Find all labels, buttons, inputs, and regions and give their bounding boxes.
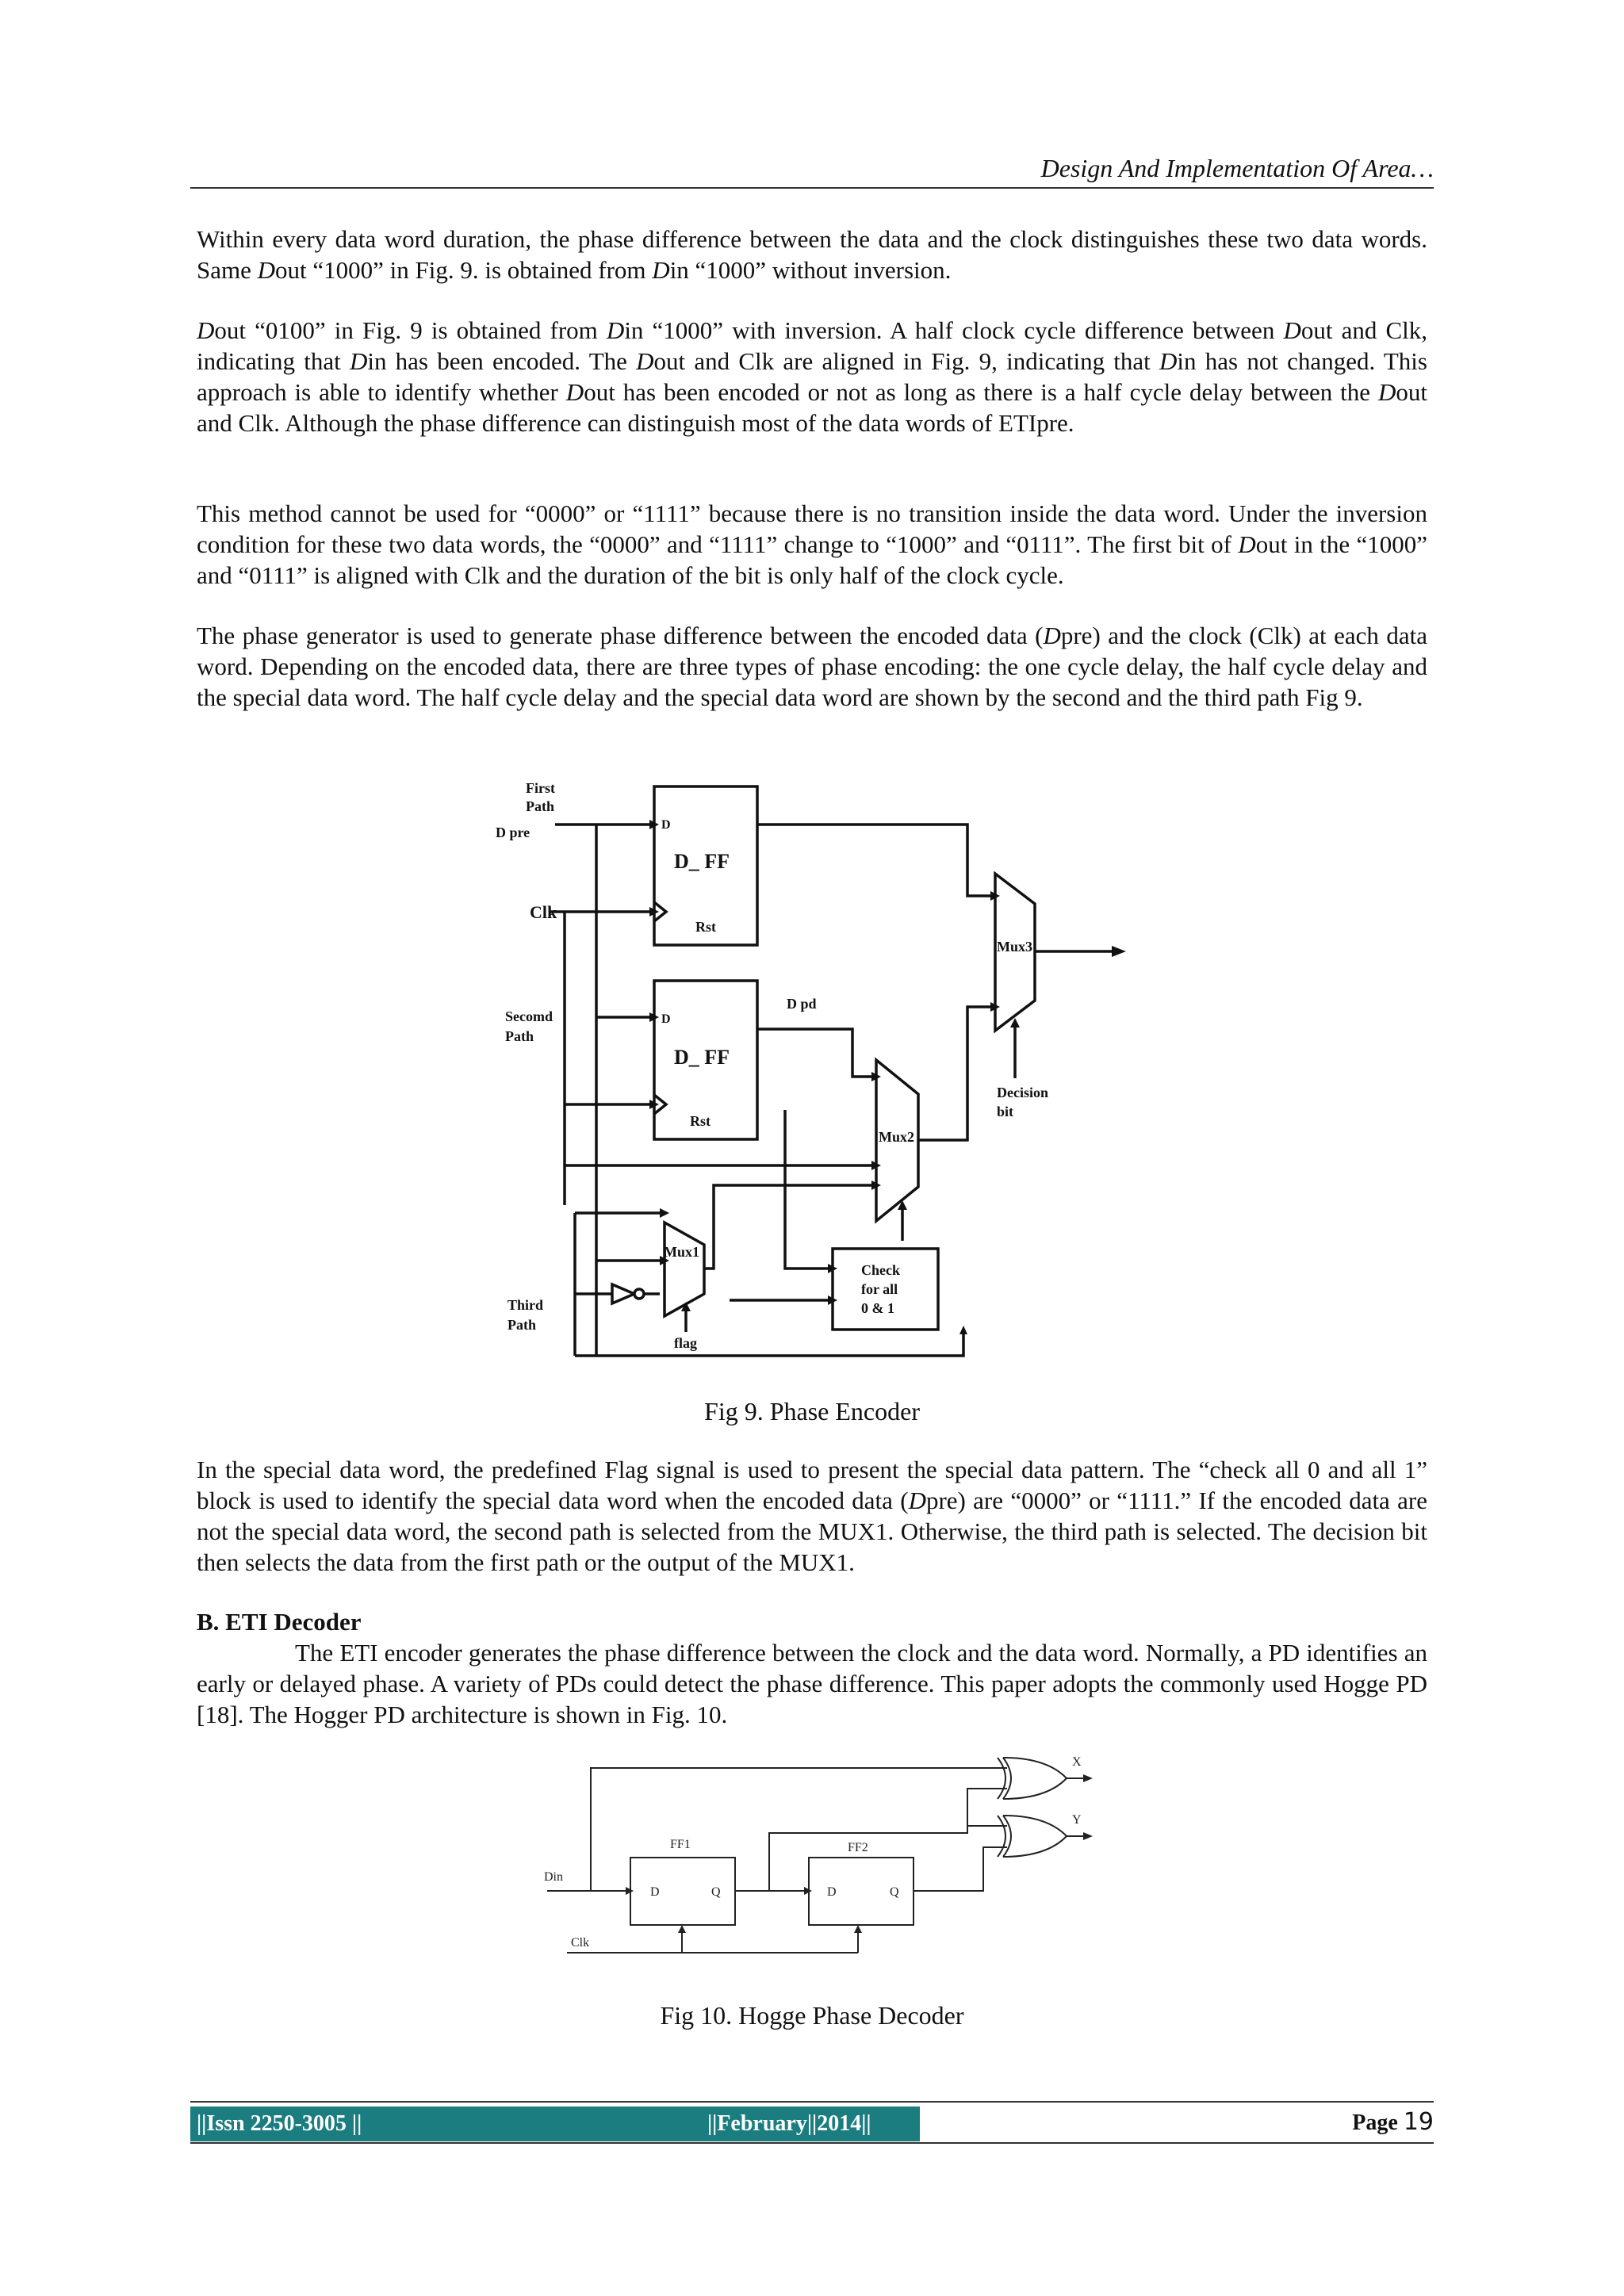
dpd-label: D pd <box>787 996 817 1012</box>
footer-issn: ||Issn 2250-3005 || <box>197 2111 362 2136</box>
dff1-label: D_ FF <box>674 850 730 873</box>
phase-encoder-diagram <box>476 769 1158 1380</box>
first-path-label: First <box>526 780 555 796</box>
paragraph-5: In the special data word, the predefined Flag signal is used to present the special data pattern. The “check all 0 and all 1” block is used to identify the special data word when the encoded data (Dpre) are “0000” or “1111.” If the encoded data are not the special data word, the second path is selected from the MUX1. Otherwise, the third path is selected. The decision bit then selects the data from the first path or the output of the MUX1. <box>197 1456 1427 1576</box>
dff1-rst: Rst <box>695 919 716 935</box>
paragraph-3: This method cannot be used for “0000” or “1111” because there is no transition inside the data word. Under the inversion condition for these two data words, the “0000” and “1111” change to “1000” and “0111”. The first bit of Dout in the “1000” and “0111” is aligned with Clk and the duration of the bit is only half of the clock cycle. <box>197 499 1427 589</box>
paragraph-6: The ETI encoder generates the phase difference between the clock and the data word. Normally, a PD identifies an early or delayed phase. A variety of PDs could detect the phase difference. This paper adopts the commonly used Hogge PD [18]. The Hogger PD architecture is shown in Fig. 10. <box>197 1639 1427 1728</box>
ff1-q-pin: Q <box>711 1885 721 1899</box>
paragraph-1: Within every data word duration, the phase difference between the data and the clock distinguishes these two data words. Same Dout “1000” in Fig. 9. is obtained from Din “1000” without inversion. <box>197 225 1427 284</box>
dff2-label: D_ FF <box>674 1046 730 1069</box>
running-title: Design And Implementation Of Area… <box>1040 154 1434 182</box>
hogge-decoder-diagram <box>523 1736 1126 1966</box>
dff2-d-pin: D <box>661 1012 671 1026</box>
figure-9-caption: Fig 9. Phase Encoder <box>704 1397 920 1425</box>
footer-rule-bottom <box>190 2142 1434 2144</box>
second-path-label-2: Path <box>505 1028 534 1044</box>
mux3-label: Mux3 <box>997 939 1032 955</box>
output-y-label: Y <box>1072 1813 1082 1827</box>
paragraph-4: The phase generator is used to generate phase difference between the encoded data (Dpre) and the clock (Clk) at each data word. Depending on the encoded data, there are three types of phase encoding: the one cycle delay, the half cycle delay and the special data word. The half cycle delay and the special data word are shown by the second and the third path Fig 9. <box>197 622 1427 711</box>
first-path-label-2: Path <box>526 798 554 814</box>
footer-rule-top <box>190 2101 1434 2103</box>
ff1-d-pin: D <box>650 1885 660 1899</box>
footer-date: ||February||2014|| <box>707 2111 871 2136</box>
ff2-label: FF2 <box>848 1841 868 1854</box>
figure-10-caption: Fig 10. Hogge Phase Decoder <box>660 2001 964 2030</box>
mux2-label: Mux2 <box>879 1129 914 1145</box>
output-x-label: X <box>1072 1755 1082 1769</box>
ff2-q-pin: Q <box>890 1885 899 1899</box>
mux1-label: Mux1 <box>664 1244 699 1260</box>
dff1-d-pin: D <box>661 818 671 832</box>
paragraph-2: Dout “0100” in Fig. 9 is obtained from Din “1000” with inversion. A half clock cycle difference between Dout and Clk, indicating that Din has been encoded. The Dout and Clk are aligned in Fig. 9, indicating that Din has not changed. This approach is able to identify whether Dout has been encoded or not as long as there is a half cycle delay between the Dout and Clk. Although the phase difference can distinguish most of the data words of ETIpre. <box>197 316 1428 437</box>
ff2-d-pin: D <box>827 1885 837 1899</box>
third-path-label: Third <box>508 1297 544 1313</box>
section-heading: B. ETI Decoder <box>197 1608 362 1636</box>
dpre-label: D pre <box>496 825 530 840</box>
dff2-rst: Rst <box>690 1113 710 1129</box>
header-rule <box>190 187 1434 189</box>
check-label-2: for all <box>861 1281 898 1297</box>
ff1-label: FF1 <box>670 1838 691 1851</box>
check-label-1: Check <box>861 1262 900 1278</box>
flag-label: flag <box>674 1335 697 1351</box>
clk-label: Clk <box>530 902 557 922</box>
decision-bit-label: Decision <box>997 1085 1048 1100</box>
din-label: Din <box>544 1870 563 1884</box>
decision-bit-label-2: bit <box>997 1104 1014 1119</box>
footer-page-number: Page 19 <box>1352 2108 1434 2136</box>
check-label-3: 0 & 1 <box>861 1300 894 1316</box>
second-path-label: Secomd <box>505 1008 553 1024</box>
clk-label: Clk <box>571 1936 590 1950</box>
third-path-label-2: Path <box>508 1317 536 1333</box>
